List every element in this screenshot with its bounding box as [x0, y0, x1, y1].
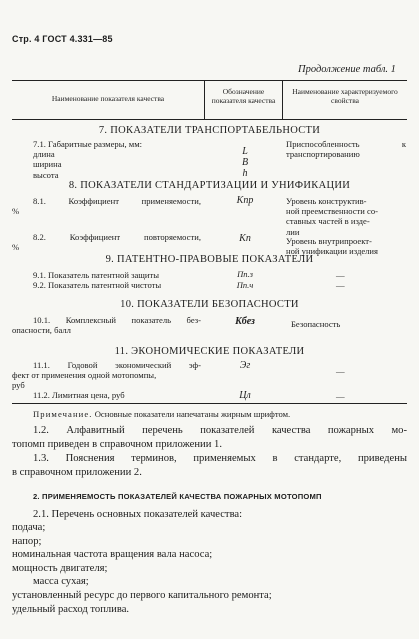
- row-11-2-name: 11.2. Лимитная цена, руб: [33, 390, 125, 400]
- section-title-11: 11. ЭКОНОМИЧЕСКИЕ ПОКАЗАТЕЛИ: [114, 346, 305, 357]
- col-head-property: Наименование характеризуемого свойства: [292, 87, 398, 105]
- row-9-1-symbol: Пп.з: [237, 269, 253, 279]
- row-7-1-symbol-l: L: [242, 146, 248, 157]
- row-11-1-name-3: руб: [12, 380, 25, 390]
- section-title-7: 7. ПОКАЗАТЕЛИ ТРАНСПОРТАБЕЛЬНОСТИ: [98, 125, 321, 136]
- para-1-2-line-2: топомп приведен в справочном приложении 1.: [12, 439, 222, 450]
- row-8-2-property-1: Уровень внутрипроект-: [286, 236, 372, 246]
- para-1-2-line-1: 1.2. Алфавитный перечень показателей качества пожарных мо-: [33, 425, 407, 436]
- note-text: Основные показатели напечатаны жирным шрифтом.: [94, 409, 291, 419]
- list-item: масса сухая;: [33, 576, 89, 588]
- section-title-9: 9. ПАТЕНТНО-ПРАВОВЫЕ ПОКАЗАТЕЛИ: [105, 254, 314, 265]
- row-7-1-title: 7.1. Габаритные размеры, мм:: [33, 139, 143, 149]
- note-label: Примечание.: [33, 409, 93, 419]
- row-7-1-symbol-h: h: [242, 168, 248, 179]
- row-8-1-name-2: %: [12, 206, 20, 216]
- row-8-2-name-1: 8.2. Коэффициент повторяемости,: [33, 232, 201, 242]
- row-8-2-name-2: %: [12, 242, 20, 252]
- table-bottom-rule: [12, 403, 407, 404]
- continuation-label: Продолжение табл. 1: [298, 64, 396, 75]
- para-1-3-line-2: в справочном приложении 2.: [12, 467, 142, 478]
- section-title-10: 10. ПОКАЗАТЕЛИ БЕЗОПАСНОСТИ: [120, 299, 299, 310]
- row-8-2-symbol: Kп: [239, 233, 251, 244]
- row-10-1-property: Безопасность: [291, 319, 341, 329]
- list-item: мощность двигателя;: [12, 562, 108, 574]
- row-8-1-property-1: Уровень конструктив-: [286, 196, 367, 206]
- section-2-list: [12, 521, 272, 616]
- table-note: [33, 409, 290, 419]
- row-7-1-name: [33, 139, 142, 180]
- row-11-2-symbol: Цл: [239, 390, 251, 401]
- row-7-1-property-1: Приспособленность к: [286, 139, 406, 149]
- table-col-divider-2: [282, 80, 283, 120]
- table-col-divider-1: [204, 80, 205, 120]
- col-head-name: Наименование показателя качества: [51, 94, 165, 103]
- list-item: установленный ресурс до первого капитального ремонта;: [12, 589, 272, 601]
- row-9-1-name: 9.1. Показатель патентной защиты: [33, 270, 160, 280]
- col-head-symbol: Обозначение показателя качества: [211, 87, 276, 105]
- row-9-1-property: —: [336, 270, 345, 280]
- row-9-2-symbol: Пп.ч: [236, 280, 254, 290]
- table-top-rule: [12, 80, 407, 81]
- row-11-1-property: —: [336, 366, 345, 376]
- row-8-2-property-2: ной унификации изделия: [286, 246, 378, 257]
- row-8-1-property-4: лии: [286, 226, 300, 237]
- row-8-1-symbol: Kпр: [236, 195, 254, 206]
- table-head-rule: [12, 119, 407, 120]
- row-11-1-name-2: фект от применения одной мотопомпы,: [12, 370, 157, 380]
- list-item: подача;: [12, 522, 46, 533]
- row-10-1-name-2: опасности, балл: [12, 325, 71, 335]
- row-8-1-name-1: 8.1. Коэффициент применяемости,: [33, 196, 201, 206]
- row-10-1-name-1: 10.1. Комплексный показатель без-: [33, 315, 201, 325]
- list-item: напор;: [12, 535, 42, 547]
- section-2-title: 2. ПРИМЕНЯЕМОСТЬ ПОКАЗАТЕЛЕЙ КАЧЕСТВА ПОЖАРНЫХ МОТОПОМП: [33, 492, 322, 501]
- row-7-1-width: ширина: [33, 159, 62, 170]
- row-7-1-height: высота: [33, 169, 59, 180]
- row-11-1-name-1: 11.1. Годовой экономический эф-: [33, 360, 201, 370]
- section-title-8: 8. ПОКАЗАТЕЛИ СТАНДАРТИЗАЦИИ И УНИФИКАЦИИ: [68, 180, 351, 191]
- list-item: удельный расход топлива.: [12, 603, 130, 615]
- row-8-1-property-3: ставных частей в изде-: [286, 216, 370, 227]
- row-11-2-property: —: [336, 391, 345, 401]
- row-10-1-symbol: Kбез: [235, 316, 255, 327]
- row-8-1-property: [286, 196, 378, 237]
- row-7-1-length: длина: [33, 149, 55, 160]
- row-7-1-symbol-b: B: [241, 157, 249, 168]
- list-item: номинальная частота вращения вала насоса;: [12, 549, 213, 561]
- para-1-3-line-1: 1.3. Пояснения терминов, применяемых в стандарте, приведены: [33, 453, 407, 464]
- row-11-1-symbol: Эг: [239, 360, 251, 371]
- row-9-2-name: 9.2. Показатель патентной чистоты: [33, 280, 162, 290]
- row-9-2-property: —: [336, 280, 345, 290]
- section-2-intro: 2.1. Перечень основных показателей качества:: [33, 509, 243, 520]
- row-8-1-property-2: ной преемственности со-: [286, 206, 378, 217]
- row-7-1-property-2: транспортированию: [286, 149, 360, 159]
- page-header: Стр. 4 ГОСТ 4.331—85: [12, 34, 113, 44]
